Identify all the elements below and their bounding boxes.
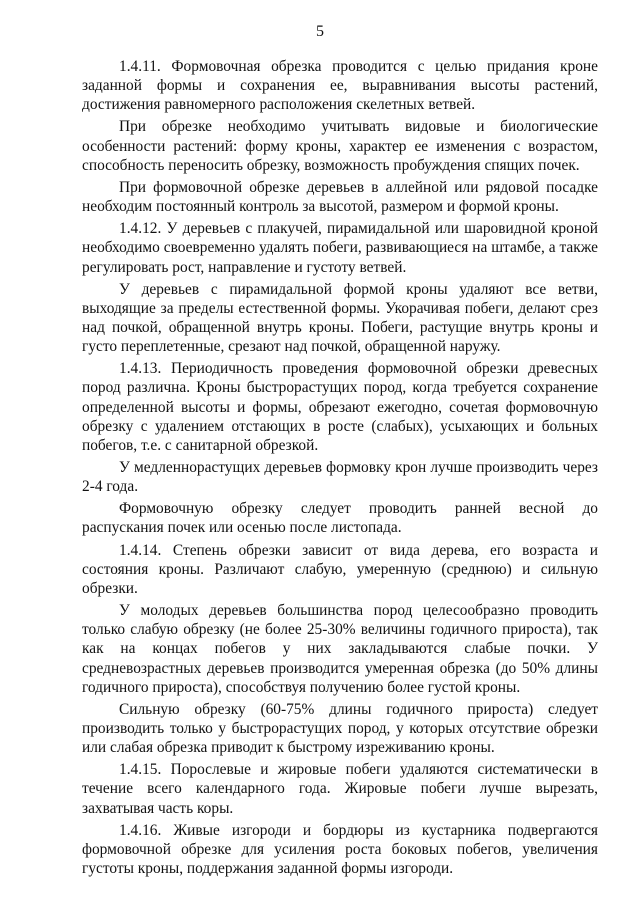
page-number: 5 [316, 23, 324, 40]
paragraph-slow-growing: У медленнорастущих деревьев формовку крон лучше производить через 2-4 года. [82, 459, 598, 496]
paragraph-pyramidal-crown: У деревьев с пирамидальной формой кроны удаляют все ветви, выходящие за пределы естественной формы. Укорачивая побеги, делают срез над почкой, обращенной внутрь кроны. Побеги, растущие внутрь кроны и густо переплетенные, срезают над почкой, обращенной наружу. [82, 280, 598, 356]
paragraph-1-4-16: 1.4.16. Живые изгороди и бордюры из кустарника подвергаются формовочной обрезке для усиления роста боковых побегов, увеличения густоты кроны, поддержания заданной формы изгороди. [82, 821, 598, 877]
paragraph-pruning-season: Формовочную обрезку следует проводить ранней весной до распускания почек или осенью после листопада. [82, 500, 598, 537]
paragraph-1-4-13: 1.4.13. Периодичность проведения формовочной обрезки древесных пород различна. Кроны быстрорастущих пород, когда требуется сохранение определенной высоты и формы, обрезают ежегодно, сочетая формовочную обрезку с удалением отстающих в росте (слабых), усыхающих и больных побегов, т.е. с санитарной обрезкой. [82, 360, 598, 454]
paragraph-1-4-11: 1.4.11. Формовочная обрезка проводится с целью придания кроне заданной формы и сохранения ее, выравнивания высоты растений, достижения равномерного расположения скелетных ветвей. [82, 58, 598, 114]
paragraph-1-4-12: 1.4.12. У деревьев с плакучей, пирамидальной или шаровидной кроной необходимо своевременно удалять побеги, развивающиеся на штамбе, а также регулировать рост, направление и густоту ветвей. [82, 220, 598, 276]
paragraph-strong-pruning: Сильную обрезку (60-75% длины годичного прироста) следует производить только у быстрорастущих пород, у которых отсутствие обрезки или слабая обрезка приводит к быстрому изреживанию кроны. [82, 700, 598, 757]
paragraph-young-trees: У молодых деревьев большинства пород целесообразно проводить только слабую обрезку (не более 25-30% величины годичного прироста), так как на концах побегов у них закладываются слабые почки. У средневозрастных деревьев производится умеренная обрезка (до 50% длины годичного прироста), способствуя получению более густой кроны. [82, 602, 598, 696]
paragraph-1-4-14: 1.4.14. Степень обрезки зависит от вида дерева, его возраста и состояния кроны. Различают слабую, умеренную (среднюю) и сильную обрезки. [82, 541, 598, 597]
paragraph-alley-planting: При формовочной обрезке деревьев в аллейной или рядовой посадке необходим постоянный контроль за высотой, размером и формой кроны. [82, 178, 598, 216]
paragraph-pruning-considerations: При обрезке необходимо учитывать видовые и биологические особенности растений: форму кроны, характер ее изменения с возрастом, способность переносить обрезку, возможность пробуждения спящих почек. [82, 118, 598, 174]
document-body [82, 57, 598, 881]
paragraph-1-4-15: 1.4.15. Порослевые и жировые побеги удаляются систематически в течение всего календарного года. Жировые побеги лучше вырезать, захватывая часть коры. [82, 761, 598, 817]
